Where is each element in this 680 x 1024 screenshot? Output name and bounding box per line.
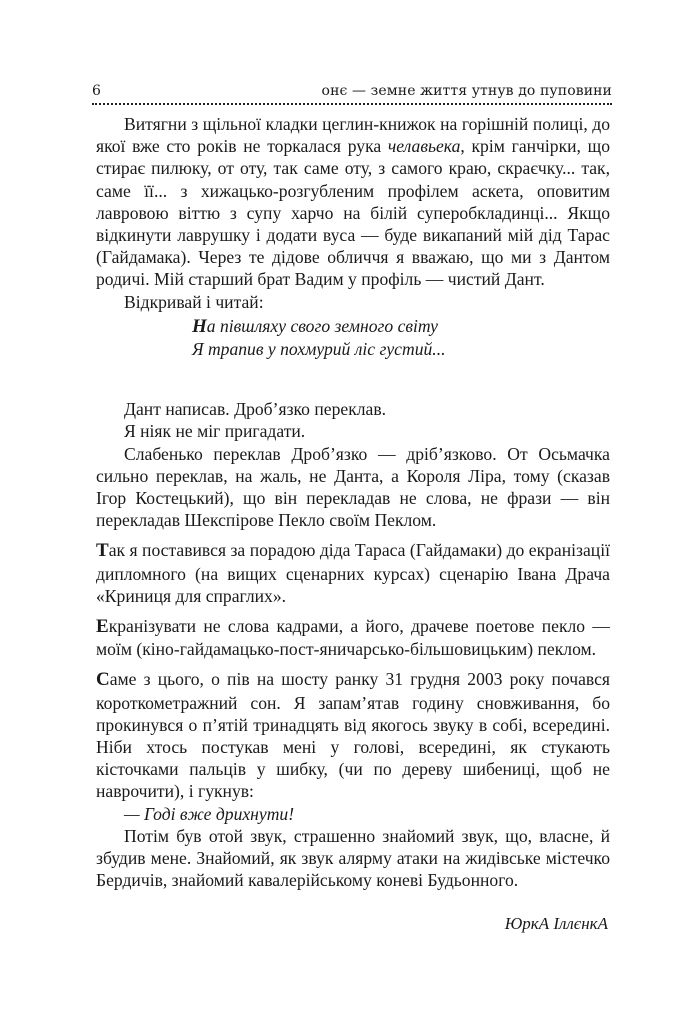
paragraph-intro-text-before: Витягни з щільної кладки цеглин-книжок на горішній полиці, до якої вже сто років не торкалася рука xyxy=(96,114,610,157)
drop-letter: С xyxy=(96,669,110,691)
paragraph-translation: Слабенько переклав Дроб’язко — дріб’язково. От Осьмачка сильно переклав, на жаль, не Данта, а Короля Ліра, тому (сказав Ігор Костецький), що він перекладав не слова, не фрази — він перекладав Шекспірове Пекло своїм Пеклом. xyxy=(96,443,610,531)
header-dotted-rule xyxy=(92,103,612,105)
paragraph-dropcap-3-text: аме з цього, о пів на шосту ранку 31 грудня 2003 року почався короткометражний сон. Я запам’ятав годину сновживання, бо прокинувся о п’ятій тринадцять від якогось звуку в собі, всередині. Ніби хтось постукав мені у голові, всередині, як стукають кісточками пальців у шибку, (чи по дереву шибениці, щоб не наврочити), і гукнув: xyxy=(96,669,610,802)
paragraph-dropcap-1 xyxy=(96,539,610,607)
paragraph-dropcap-2 xyxy=(96,615,610,660)
exclamation-line xyxy=(96,803,610,825)
poem-quote xyxy=(96,315,610,360)
paragraph-could-not-recall: Я ніяк не міг пригадати. xyxy=(124,421,306,442)
paragraph-dropcap-1-text: ак я поставився за порадою діда Тараса (Гайдамаки) до екранізації дипломного (на вищих сценарних курсах) сценарію Івана Драча «Криниця для спраглих». xyxy=(96,540,610,606)
drop-letter: Е xyxy=(96,616,109,638)
drop-letter: Т xyxy=(96,540,109,562)
page-number: 6 xyxy=(92,83,101,99)
running-head xyxy=(92,83,612,103)
paragraph-intro xyxy=(96,113,610,291)
paragraph-read: Відкривай і читай: xyxy=(124,291,264,312)
exclamation-text: — Годі вже дрихнути! xyxy=(124,803,295,824)
poem-line-1-text: а півшляху свого земного світу xyxy=(206,315,438,336)
running-title: онє — земне життя утнув до пуповини xyxy=(321,83,612,99)
poem-drop-letter: Н xyxy=(192,315,207,337)
paragraph-intro-emphasis: челавьека xyxy=(387,136,461,157)
paragraph-dropcap-3 xyxy=(96,668,610,802)
poem-line-1 xyxy=(192,315,610,338)
paragraph-dropcap-2-text: кранізувати не слова кадрами, а його, драчеве поетове пекло — моїм (кіно-гайдамацько-пост-яничарсько-більшовицьким) пеклом. xyxy=(96,616,610,660)
body-text xyxy=(96,113,610,892)
paragraph-dant-wrote: Дант написав. Дроб’язко переклав. xyxy=(124,399,387,420)
paragraph-final: Потім був отой звук, страшенно знайомий звук, що, власне, й збудив мене. Знайомий, як звук алярму атаки на жидівське містечко Бердичів, знайомий кавалерійському коневі Будьонного. xyxy=(96,825,610,891)
poem-line-2: Я трапив у похмурий ліс густий... xyxy=(192,339,446,360)
paragraph-intro-text-after: , крім ганчірки, що стирає пилюку, от оту, так саме оту, з самого краю, скраєчку... так, саме її... з хижацько-розгубленим профілем аскета, оповитим лавровою віттю з супу харчо на білій суперобкладинці... Якщо відкинути лаврушку і додати вуса — буде викапаний мій дід Тарас (Гайдамака). Через те дідове обличчя я вважаю, що ми з Дантом родичі. Мій старший брат Вадим у профіль — чистий Дант. xyxy=(96,136,611,290)
author-signature: ЮркА ІллєнкА xyxy=(504,914,608,933)
